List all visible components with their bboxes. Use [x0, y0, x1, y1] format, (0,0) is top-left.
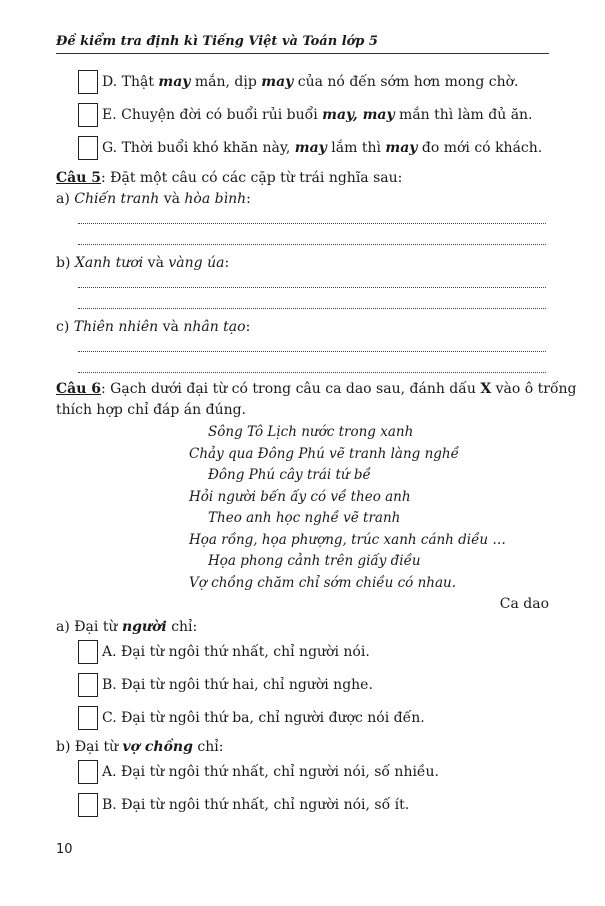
checkbox[interactable]	[78, 103, 98, 127]
poem-line: Họa rồng, họa phượng, trúc xanh cánh diều …	[189, 532, 506, 548]
option-b	[78, 793, 409, 817]
answer-line[interactable]	[78, 350, 546, 352]
checkbox[interactable]	[78, 673, 98, 697]
question-5: Câu 5: Đặt một câu có các cặp từ trái nghĩa sau:	[56, 170, 403, 186]
q6-part-a: a) Đại từ người chỉ:	[56, 619, 198, 635]
answer-line[interactable]	[78, 371, 546, 373]
option-text: D. Thật may mắn, dịp may của nó đến sớm hơn mong chờ.	[102, 74, 519, 90]
option-a	[78, 640, 370, 664]
poem-line: Chảy qua Đông Phú vẽ tranh làng nghề	[189, 446, 459, 462]
option-text: A. Đại từ ngôi thứ nhất, chỉ người nói, số nhiều.	[102, 764, 440, 780]
answer-line[interactable]	[78, 222, 546, 224]
option-c	[78, 706, 425, 730]
answer-line[interactable]	[78, 307, 546, 309]
question-6-cont: thích hợp chỉ đáp án đúng.	[56, 402, 247, 418]
option-d	[78, 70, 518, 94]
checkbox[interactable]	[78, 640, 98, 664]
checkbox[interactable]	[78, 760, 98, 784]
option-a	[78, 760, 439, 784]
option-text: G. Thời buổi khó khăn này, may lắm thì may đo mới có khách.	[102, 140, 543, 156]
poem-line: Vợ chồng chăm chỉ sớm chiều có nhau.	[189, 575, 456, 591]
q5-part-b: b) Xanh tươi và vàng úa:	[56, 255, 230, 271]
q6-part-b: b) Đại từ vợ chồng chỉ:	[56, 739, 224, 755]
option-b	[78, 673, 373, 697]
q5-part-a: a) Chiến tranh và hòa bình:	[56, 191, 251, 207]
option-text: B. Đại từ ngôi thứ hai, chỉ người nghe.	[102, 677, 373, 693]
page-number: 10	[56, 842, 73, 857]
option-text: C. Đại từ ngôi thứ ba, chỉ người được nói đến.	[102, 710, 425, 726]
question-6: Câu 6: Gạch dưới đại từ có trong câu ca dao sau, đánh dấu X vào ô trống	[56, 381, 577, 397]
q5-part-c: c) Thiên nhiên và nhân tạo:	[56, 319, 251, 335]
option-text: B. Đại từ ngôi thứ nhất, chỉ người nói, số ít.	[102, 797, 410, 813]
poem-line: Sông Tô Lịch nước trong xanh	[208, 424, 414, 440]
checkbox[interactable]	[78, 706, 98, 730]
checkbox[interactable]	[78, 70, 98, 94]
option-text: A. Đại từ ngôi thứ nhất, chỉ người nói.	[102, 644, 370, 660]
poem-source: Ca dao	[499, 596, 549, 612]
option-e	[78, 103, 533, 127]
answer-line[interactable]	[78, 286, 546, 288]
option-g	[78, 136, 542, 160]
poem-line: Theo anh học nghề vẽ tranh	[208, 510, 401, 526]
checkbox[interactable]	[78, 136, 98, 160]
answer-line[interactable]	[78, 243, 546, 245]
poem-line: Họa phong cảnh trên giấy điều	[208, 553, 421, 569]
checkbox[interactable]	[78, 793, 98, 817]
page-header: Đề kiểm tra định kì Tiếng Việt và Toán lớp 5	[56, 34, 549, 54]
poem-line: Đông Phú cây trái tứ bề	[208, 467, 371, 483]
option-text: E. Chuyện đời có buổi rủi buổi may, may mắn thì làm đủ ăn.	[102, 107, 533, 123]
poem-line: Hỏi người bến ấy có về theo anh	[189, 489, 411, 505]
